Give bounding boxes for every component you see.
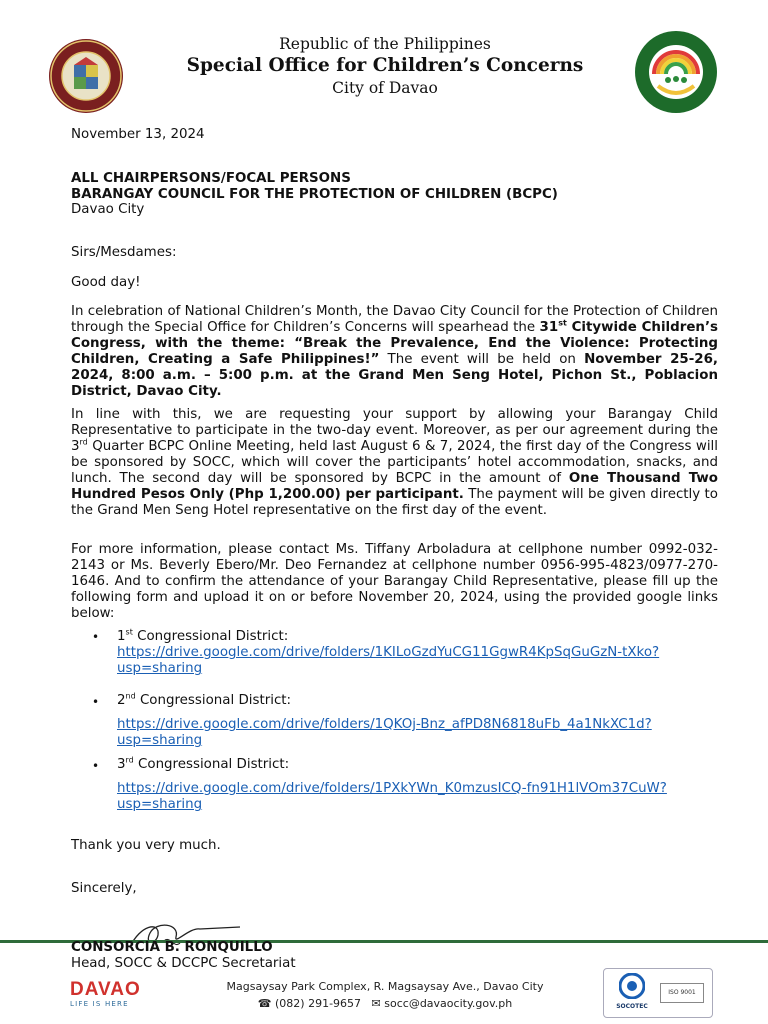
p2-text-d: The payment will be given directly to the Grand Men Seng Hotel representative on the first day of the event.	[71, 487, 718, 518]
footer-phone: (082) 291-9657	[275, 997, 362, 1010]
davao-logo-tagline: LIFE IS HERE	[70, 1000, 129, 1008]
p1-ordinal-sup: st	[558, 318, 567, 328]
p2-amount: One Thousand Two Hundred Pesos Only (Php 1,200.00) per participant.	[71, 471, 718, 502]
closing-thanks: Thank you very much.	[71, 838, 221, 853]
p2-text-b: Quarter BCPC Online Meeting, held last August 6 & 7, 2024, the first day of the Congress will be sponsored by SOCC, which will cover the participants’ hotel accommodation, snacks, and lunch. The second day will be sponsored by BCPC in the amount of	[71, 439, 718, 486]
header-office: Special Office for Children’s Concerns	[186, 55, 584, 76]
iso-badge: ISO 9001	[660, 983, 704, 1003]
district-2-link[interactable]: https://drive.google.com/drive/folders/1QKOj-Bnz_afPD8N6818uFb_4a1NkXC1d? usp=sharing	[117, 717, 652, 748]
p2-text-a: In line with this, we are requesting your support by allowing your Barangay Child Representative to participate in the two-day event. Moreover, as per our agreement during the 3	[71, 407, 718, 454]
district-item-2	[117, 693, 652, 749]
district-2-label: 2nd Congressional District:	[117, 691, 292, 708]
district-3-label: 3rd Congressional District:	[117, 755, 290, 772]
bullet-1: •	[92, 630, 100, 644]
greeting: Good day!	[71, 275, 141, 290]
phone-icon: ☎	[257, 997, 272, 1010]
header-city: City of Davao	[332, 79, 438, 97]
davao-logo	[70, 980, 141, 1009]
paragraph-2	[71, 407, 718, 519]
left-seal	[48, 38, 124, 114]
p1-ordinal: 31	[539, 320, 559, 335]
signatory-name: CONSORCIA B. RONQUILLO	[71, 940, 273, 955]
footer-contact	[200, 978, 570, 1012]
paragraph-3: For more information, please contact Ms. Tiffany Arboladura at cellphone number 0992-032-2143 or Ms. Beverly Ebero/Mr. Deo Fernandez at cellphone number 0956-995-4823/0977-270-1646. And to confirm the attendance of your Barangay Child Representative, please fill up the following form and upload it on or before November 20, 2024, using the provided google links below:	[71, 542, 718, 621]
socotec-badge	[610, 973, 654, 1011]
addressee-line3: Davao City	[71, 202, 145, 217]
addressee-line2: BARANGAY COUNCIL FOR THE PROTECTION OF CHILDREN (BCPC)	[71, 186, 558, 202]
header-republic: Republic of the Philippines	[279, 35, 491, 53]
closing-sincerely: Sincerely,	[71, 881, 137, 896]
p1-text-d: The event will be held on	[379, 352, 585, 367]
letterhead	[130, 34, 640, 99]
district-1-label: 1st Congressional District:	[117, 627, 289, 644]
paragraph-1	[71, 304, 718, 400]
district-item-1	[117, 629, 659, 677]
addressee-line1: ALL CHAIRPERSONS/FOCAL PERSONS	[71, 171, 351, 186]
p1-schedule: November 25-26, 2024, 8:00 a.m. – 5:00 p.m. at the Grand Men Seng Hotel, Pichon St., Poblacion District, Davao City.	[71, 352, 718, 399]
district-item-3	[117, 757, 667, 813]
letter-date: November 13, 2024	[71, 127, 205, 142]
addressee-block	[71, 171, 558, 218]
p1-theme: Citywide Children’s Congress, with the theme: “Break the Prevalence, End the Violence: Protecting Children, Creating a Safe Philippines!”	[71, 320, 719, 367]
district-3-link[interactable]: https://drive.google.com/drive/folders/1PXkYWn_K0mzusICQ-fn91H1lVOm37CuW? usp=sharing	[117, 781, 667, 812]
signatory-block	[71, 940, 296, 972]
socotec-label: SOCOTEC	[616, 1003, 648, 1010]
right-seal	[634, 30, 718, 114]
certification-box	[603, 968, 713, 1018]
p2-sup: rd	[79, 437, 88, 447]
email-icon: ✉	[371, 997, 381, 1010]
salutation: Sirs/Mesdames:	[71, 245, 177, 260]
socotec-icon	[619, 973, 645, 999]
p1-text-a: In celebration of National Children’s Month, the Davao City Council for the Protection of Children through the Special Office for Children’s Concerns will spearhead the	[71, 304, 718, 335]
davao-logo-text: DAVAO	[70, 979, 141, 1000]
footer-address: Magsaysay Park Complex, R. Magsaysay Ave., Davao City	[226, 980, 544, 993]
district-1-link[interactable]: https://drive.google.com/drive/folders/1KILoGzdYuCG11GgwR4KpSqGuGzN-tXko? usp=sharing	[117, 645, 660, 676]
bullet-2: •	[92, 695, 100, 709]
footer-email[interactable]: socc@davaocity.gov.ph	[384, 997, 513, 1010]
signatory-title: Head, SOCC & DCCPC Secretariat	[71, 956, 296, 971]
footer-phone-email	[200, 995, 570, 1012]
bullet-3: •	[92, 759, 100, 773]
